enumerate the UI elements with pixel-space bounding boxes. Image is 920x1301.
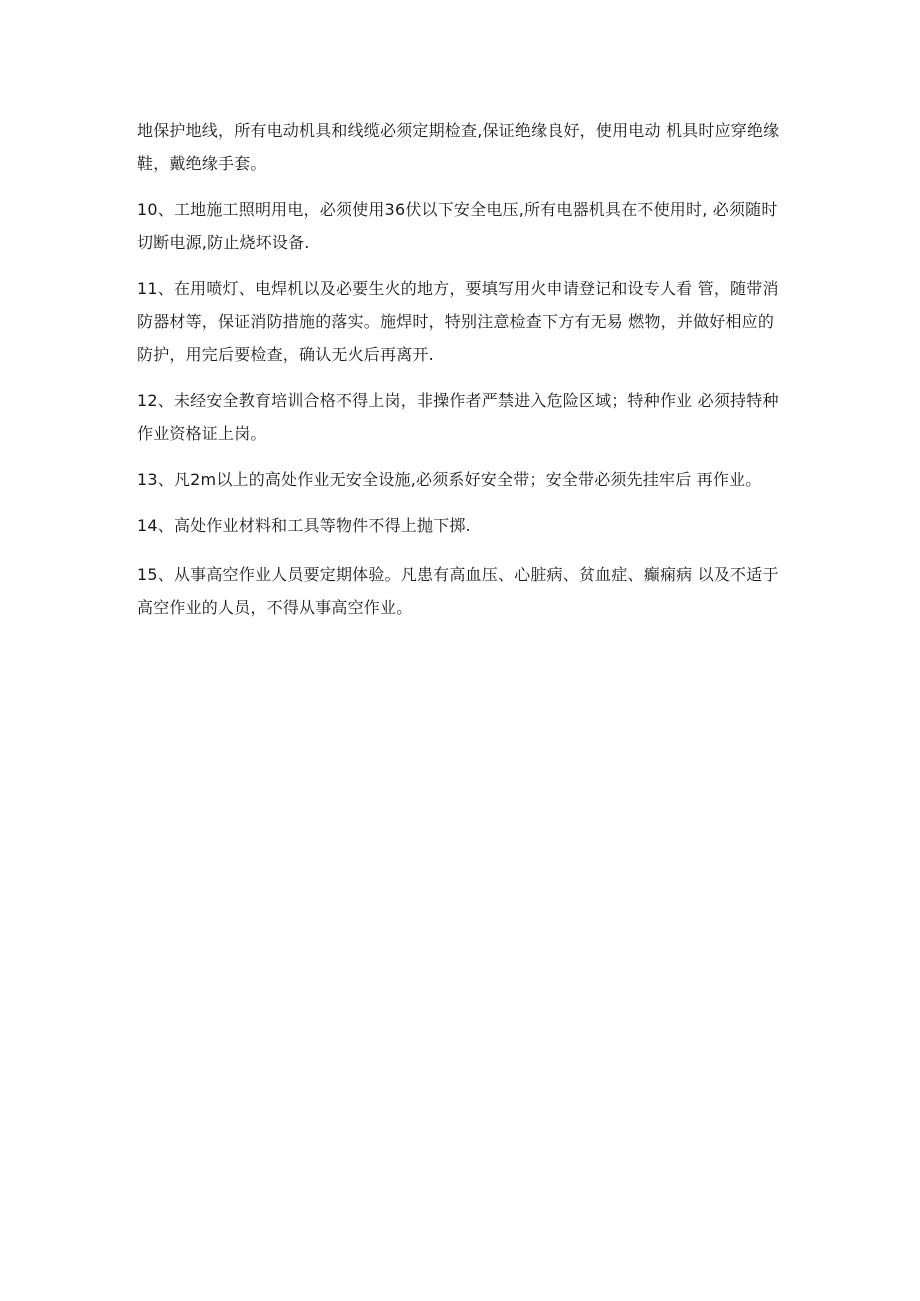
paragraph-grounding-continued: 地保护地线，所有电动机具和线缆必须定期检查,保证绝缘良好，使用电动 机具时应穿绝缘鞋，戴绝缘手套。	[137, 121, 780, 173]
paragraph-item-15: 15、从事高空作业人员要定期体验。凡患有高血压、心脏病、贫血症、癫痫病 以及不适于高空作业的人员，不得从事高空作业。	[137, 565, 779, 617]
paragraph-item-13: 13、凡2m以上的高处作业无安全设施,必须系好安全带；安全带必须先挂牢后 再作业。	[137, 470, 762, 489]
paragraph-item-12: 12、未经安全教育培训合格不得上岗，非操作者严禁进入危险区域；特种作业 必须持特种作业资格证上岗。	[137, 391, 779, 443]
paragraph-item-14: 14、高处作业材料和工具等物件不得上抛下掷.	[137, 516, 471, 535]
paragraph-item-11: 11、在用喷灯、电焊机以及必要生火的地方，要填写用火申请登记和设专人看 管，随带消防器材等，保证消防措施的落实。施焊时，特别注意检查下方有无易 燃物，并做好相应的防护，用完后要检查，确认无火后再离开.	[137, 279, 779, 364]
document-body	[137, 114, 787, 624]
paragraph-item-10: 10、工地施工照明用电，必须使用36伏以下安全电压,所有电器机具在不使用时, 必须随时切断电源,防止烧坏设备.	[137, 200, 778, 252]
